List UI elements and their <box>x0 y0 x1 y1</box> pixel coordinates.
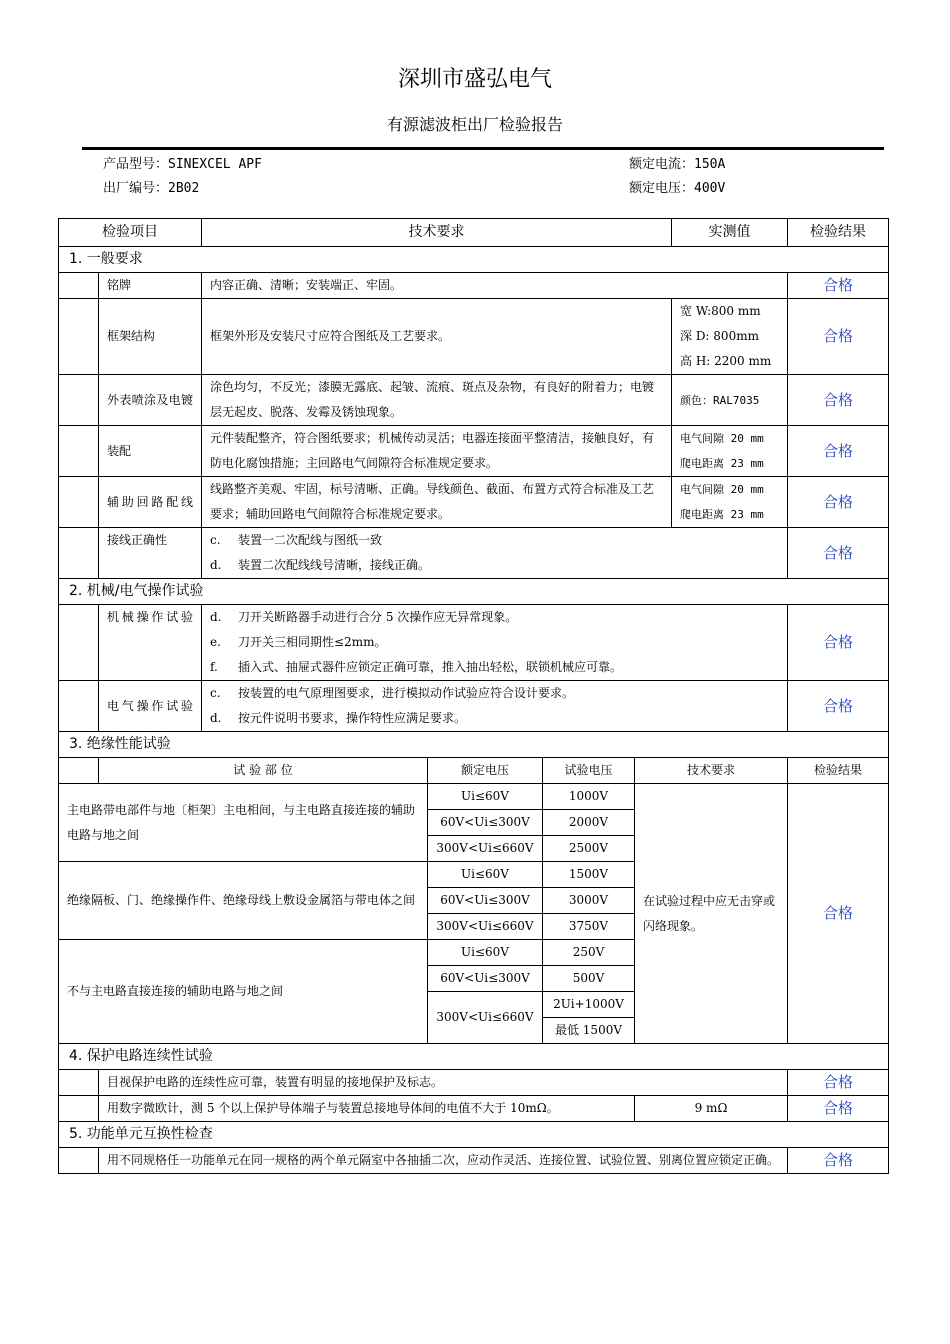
clause: d. 按元件说明书要求，操作特性应满足要求。 <box>210 711 467 725</box>
table-row <box>59 1148 889 1174</box>
result-pass: 合格 <box>788 681 889 732</box>
result-pass: 合格 <box>788 477 889 528</box>
requirement-cell: 涂色均匀，不反光；漆膜无露底、起皱、流痕、斑点及杂物，有良好的附着力；电镀层无起皮、脱落、发霉及锈蚀现象。 <box>202 375 672 426</box>
clause: f. 插入式、抽屉式器件应锁定正确可靠，推入抽出轻松，联锁机械应可靠。 <box>210 660 623 674</box>
requirement-cell <box>202 528 788 579</box>
table-row <box>59 375 889 426</box>
col-header-result: 检验结果 <box>788 219 889 247</box>
item-cell: 装配 <box>99 426 202 477</box>
table-row <box>59 784 889 810</box>
requirement-cell: 目视保护电路的连续性应可靠，装置有明显的接地保护及标志。 <box>99 1070 788 1096</box>
section-row <box>59 732 889 758</box>
requirement-cell: 元件装配整齐，符合图纸要求；机械传动灵活；电器连接面平整清洁，接触良好，有防电化腐蚀措施；主回路电气间隙符合标准规定要求。 <box>202 426 672 477</box>
test-voltage-cell: 3000V <box>543 888 635 914</box>
result-pass: 合格 <box>788 605 889 681</box>
measured-line: 深 D: 800mm <box>680 329 759 343</box>
item-cell: 铭牌 <box>99 273 202 299</box>
measured-cell: 颜色：RAL7035 <box>672 375 788 426</box>
table-row <box>59 528 889 579</box>
rated-voltage-cell: Ui≤60V <box>428 862 543 888</box>
clause: c. 按装置的电气原理图要求，进行模拟动作试验应符合设计要求。 <box>210 686 575 700</box>
table-row <box>59 299 889 375</box>
table-row <box>59 1096 889 1122</box>
sub-header-result: 检验结果 <box>788 758 889 784</box>
measured-cell <box>672 299 788 375</box>
measured-line: 爬电距离 23 mm <box>680 508 764 521</box>
requirement-cell: 框架外形及安装尺寸应符合图纸及工艺要求。 <box>202 299 672 375</box>
rated-voltage-cell: Ui≤60V <box>428 784 543 810</box>
header-rule <box>82 147 884 150</box>
sub-header-test: 试验电压 <box>543 758 635 784</box>
item-cell: 接线正确性 <box>99 528 202 579</box>
section-row <box>59 579 889 605</box>
table-row <box>59 426 889 477</box>
col-header-item: 检验项目 <box>59 219 202 247</box>
sub-header-requirement: 技术要求 <box>635 758 788 784</box>
measured-cell <box>672 426 788 477</box>
company-name: 深圳市盛弘电气 <box>397 67 552 92</box>
clause: c. 装置一二次配线与图纸一致 <box>210 533 383 547</box>
rated-voltage-cell: 60V<Ui≤300V <box>428 810 543 836</box>
result-pass: 合格 <box>788 375 889 426</box>
table-row <box>59 605 889 681</box>
section-4-title: 4. 保护电路连续性试验 <box>59 1044 889 1070</box>
rated-current: 额定电流：150A <box>629 157 726 172</box>
measured-line: 宽 W:800 mm <box>680 304 761 318</box>
rated-voltage-cell: 60V<Ui≤300V <box>428 888 543 914</box>
inspection-table <box>58 218 889 1174</box>
test-voltage-cell: 1500V <box>543 862 635 888</box>
requirement-cell: 内容正确、清晰；安装端正、牢固。 <box>202 273 788 299</box>
item-cell: 框架结构 <box>99 299 202 375</box>
measured-line: 爬电距离 23 mm <box>680 457 764 470</box>
rated-voltage-cell: Ui≤60V <box>428 940 543 966</box>
test-voltage-cell: 500V <box>543 966 635 992</box>
col-header-measured: 实测值 <box>672 219 788 247</box>
test-voltage-cell: 最低 1500V <box>543 1018 635 1044</box>
sub-header-rated: 额定电压 <box>428 758 543 784</box>
rated-voltage-cell: 300V<Ui≤660V <box>428 836 543 862</box>
rated-voltage: 额定电压：400V <box>629 181 726 196</box>
report-title: 有源滤波柜出厂检验报告 <box>386 115 563 134</box>
measured-cell: 9 mΩ <box>635 1096 788 1122</box>
test-voltage-cell: 3750V <box>543 914 635 940</box>
rated-voltage-cell: 300V<Ui≤660V <box>428 914 543 940</box>
sub-header-row <box>59 758 889 784</box>
section-3-title: 3. 绝缘性能试验 <box>59 732 889 758</box>
test-part-cell: 不与主电路直接连接的辅助电路与地之间 <box>59 940 428 1044</box>
clause: e. 刀开关三相同期性≤2mm。 <box>210 635 387 649</box>
measured-cell <box>672 477 788 528</box>
product-model: 产品型号：SINEXCEL APF <box>103 157 262 172</box>
table-row <box>59 1070 889 1096</box>
clause: d. 装置二次配线线号清晰，接线正确。 <box>210 558 431 572</box>
rated-voltage-cell: 60V<Ui≤300V <box>428 966 543 992</box>
requirement-cell: 用不同规格任一功能单元在同一规格的两个单元隔室中各抽插二次，应动作灵活、连接位置、试验位置、别离位置应锁定正确。 <box>99 1148 788 1174</box>
result-pass: 合格 <box>788 528 889 579</box>
result-pass: 合格 <box>788 1148 889 1174</box>
requirement-cell <box>202 605 788 681</box>
result-pass: 合格 <box>788 784 889 1044</box>
test-part-cell: 主电路带电部件与地〔柜架〕主电相间，与主电路直接连接的辅助电路与地之间 <box>59 784 428 862</box>
measured-line: 电气间隙 20 mm <box>680 483 764 496</box>
table-row <box>59 477 889 528</box>
section-row <box>59 247 889 273</box>
result-pass: 合格 <box>788 1070 889 1096</box>
test-voltage-cell: 2000V <box>543 810 635 836</box>
sub-header-part: 试 验 部 位 <box>99 758 428 784</box>
test-voltage-cell: 2Ui+1000V <box>543 992 635 1018</box>
table-row <box>59 273 889 299</box>
requirement-cell: 用数字微欧计，测 5 个以上保护导体端子与装置总接地导体间的电值不大于 10mΩ。 <box>99 1096 635 1122</box>
section-row <box>59 1122 889 1148</box>
insulation-requirement-cell: 在试验过程中应无击穿或闪络现象。 <box>635 784 788 1044</box>
result-pass: 合格 <box>788 1096 889 1122</box>
section-2-title: 2. 机械/电气操作试验 <box>59 579 889 605</box>
item-cell: 机械操作试验 <box>99 605 202 681</box>
result-pass: 合格 <box>788 299 889 375</box>
section-row <box>59 1044 889 1070</box>
item-cell: 电气操作试验 <box>99 681 202 732</box>
measured-line: 电气间隙 20 mm <box>680 432 764 445</box>
result-pass: 合格 <box>788 273 889 299</box>
table-header-row <box>59 219 889 247</box>
measured-line: 高 H: 2200 mm <box>680 354 772 368</box>
test-voltage-cell: 1000V <box>543 784 635 810</box>
section-5-title: 5. 功能单元互换性检查 <box>59 1122 889 1148</box>
serial-number: 出厂编号：2B02 <box>103 181 200 196</box>
table-row <box>59 681 889 732</box>
rated-voltage-cell: 300V<Ui≤660V <box>428 992 543 1044</box>
test-voltage-cell: 250V <box>543 940 635 966</box>
section-1-title: 1. 一般要求 <box>59 247 889 273</box>
test-voltage-cell: 2500V <box>543 836 635 862</box>
result-pass: 合格 <box>788 426 889 477</box>
requirement-cell <box>202 681 788 732</box>
item-cell: 辅助回路配线 <box>99 477 202 528</box>
col-header-requirement: 技术要求 <box>202 219 672 247</box>
requirement-cell: 线路整齐美观、牢固，标号清晰、正确。导线颜色、截面、布置方式符合标准及工艺要求；辅助回路电气间隙符合标准规定要求。 <box>202 477 672 528</box>
test-part-cell: 绝缘隔板、门、绝缘操作件、绝缘母线上敷设金属箔与带电体之间 <box>59 862 428 940</box>
item-cell: 外表喷涂及电镀 <box>99 375 202 426</box>
clause: d. 刀开关断路器手动进行合分 5 次操作应无异常现象。 <box>210 610 518 624</box>
